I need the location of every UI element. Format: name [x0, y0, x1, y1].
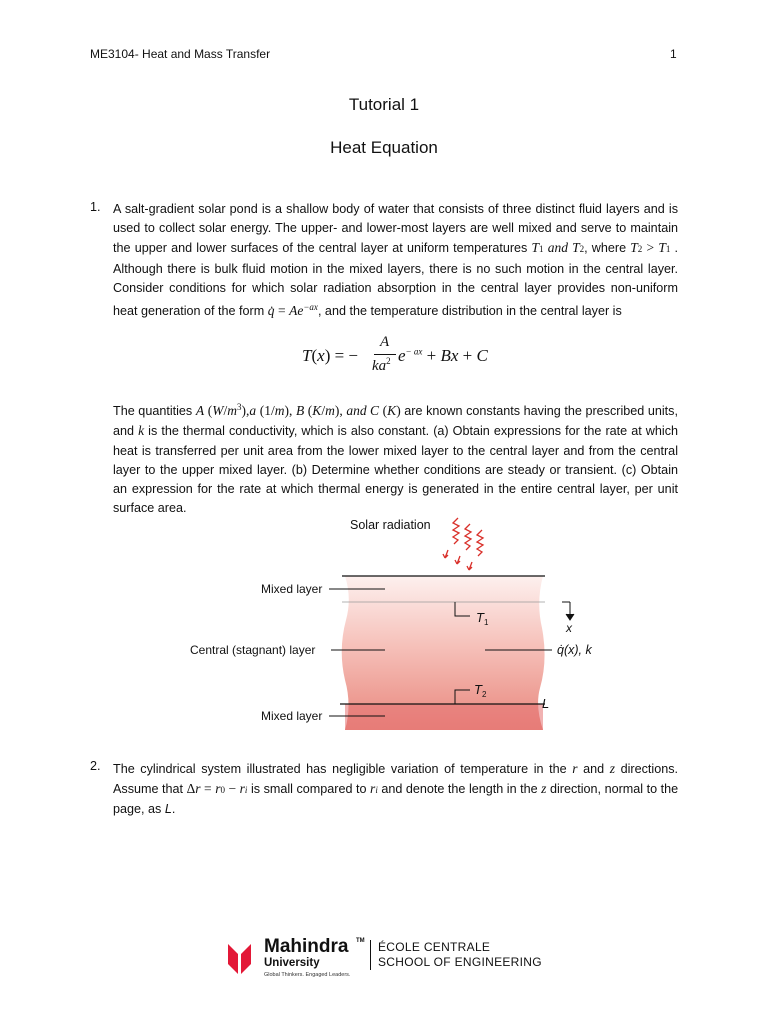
- solar-pond-figure: [180, 510, 620, 735]
- problem-2-number: 2.: [90, 759, 101, 773]
- problem-2-text-f: direction, normal to the page, as: [113, 782, 679, 817]
- generation-label: q̇(x), k: [557, 643, 592, 657]
- problem-1-text-e: The quantities: [113, 404, 193, 419]
- problem-1-paragraph-2: The quantities A $(W/m^3),a$ (1/m), B (K/m), and C (K) are known constants having the prescribed units, and k is the thermal conductivity, which is also constant. (a) Obtain expressions for the rate at which heat is transferred per unit area from the lower mixed layer to the central layer and from the central layer to the upper mixed layer. (b) Determine whether conditions are steady or transient. (c) Obtain an expression for the rate at which thermal energy is generated in the entire central layer, per unit surface area.: [113, 402, 679, 516]
- course-header: ME3104- Heat and Mass Transfer: [90, 47, 271, 61]
- problem-2-text-c: directions. Assume that: [113, 762, 679, 797]
- problem-1-text-d: , and the temperature distribution in the central layer is: [317, 304, 622, 319]
- university-logo: [226, 938, 556, 982]
- tutorial-title: Tutorial 1: [348, 95, 420, 114]
- ecole-centrale: ÉCOLE CENTRALE: [378, 940, 491, 954]
- page-number: 1: [670, 47, 677, 61]
- problem-1-text-c: . Although there is bulk fluid motion in the mixed layers, there is no such motion in the central layer. Consider conditions for which solar radiation absorption in the central layer provides non-uniform heat generation of the form: [113, 241, 679, 319]
- x-direction-arrow: [562, 602, 574, 620]
- lower-mixed-layer-fill: [345, 704, 543, 730]
- mixed-layer-top-label: Mixed layer: [261, 582, 323, 596]
- temperature-equation: T(x) = − A $ka^2$ $e^{- ax} + Bx + C$: [302, 334, 488, 374]
- brand-name: Mahindra: [264, 936, 349, 957]
- problem-1-paragraph-1: A salt-gradient solar pond is a shallow body of water that consists of three distinct fluid layers and is used to collect solar energy. The upper- and lower-most layers are well mixed and serve to maintain the upper and lower surfaces of the central layer at uniform temperatures T1 and T2, where T2 > T1 . Although there is bulk fluid motion in the mixed layers, there is no such motion in the central layer. Consider conditions for which solar radiation absorption in the central layer provides non-uniform heat generation of the form q̇ = $Ae^{-ax}$, and the temperature distribution in the central layer is: [113, 202, 679, 319]
- problem-1-number: 1.: [90, 200, 101, 214]
- university-label: University: [264, 957, 320, 969]
- mahindra-logo-icon: [226, 940, 254, 978]
- svg-text:T2: $T_2$: [474, 682, 487, 699]
- problem-2-paragraph: The cylindrical system illustrated has negligible variation of temperature in the r and z directions. Assume that Δr = r0 − ri is small compared to ri and denote the length in the z direction, normal to the page, as L.: [113, 761, 679, 817]
- logo-divider: [370, 940, 371, 970]
- tagline: Global Thinkers. Engaged Leaders.: [264, 972, 351, 978]
- problem-1-text-b: , where: [584, 241, 627, 256]
- problem-2-text-e: and denote the length in the: [381, 782, 538, 797]
- solar-radiation-icon: [443, 518, 483, 570]
- problem-1-text-a: A salt-gradient solar pond is a shallow body of water that consists of three distinct fluid layers and is used to collect solar energy. The upper- and lower-most layers are well mixed and serve to maintain the upper and lower surfaces of the central layer at uniform temperatures: [113, 202, 678, 256]
- x-label: x: [566, 621, 572, 635]
- problem-1-text-f: are known constants having the prescribed units, and: [113, 404, 678, 439]
- svg-text:T1: $T_1$: [476, 610, 489, 627]
- l-label: L: [542, 696, 550, 711]
- solar-radiation-label: Solar radiation: [350, 518, 431, 532]
- problem-2-text-d: is small compared to: [250, 782, 367, 797]
- t2-label: T: [474, 682, 482, 697]
- school-of-engineering: SCHOOL OF ENGINEERING: [378, 955, 542, 969]
- t1-label: T: [476, 610, 484, 625]
- section-title: Heat Equation: [330, 138, 438, 157]
- mixed-layer-bottom-label: Mixed layer: [261, 709, 323, 723]
- problem-2-text-a: The cylindrical system illustrated has negligible variation of temperature in the: [113, 762, 567, 776]
- problem-1-text-g: is the thermal conductivity, which is also constant. (a) Obtain expressions for the rate at which heat is transferred per unit area from the lower mixed layer to the central layer and from the central layer to the upper mixed layer. (b) Determine whether conditions are steady or transient. (c) Obtain an expression for the rate at which thermal energy is generated in the entire central layer, per unit surface area.: [113, 424, 679, 516]
- central-layer-label: Central (stagnant) layer: [190, 643, 316, 657]
- problem-2-text-b: and: [583, 762, 605, 776]
- trademark: TM: [356, 938, 365, 944]
